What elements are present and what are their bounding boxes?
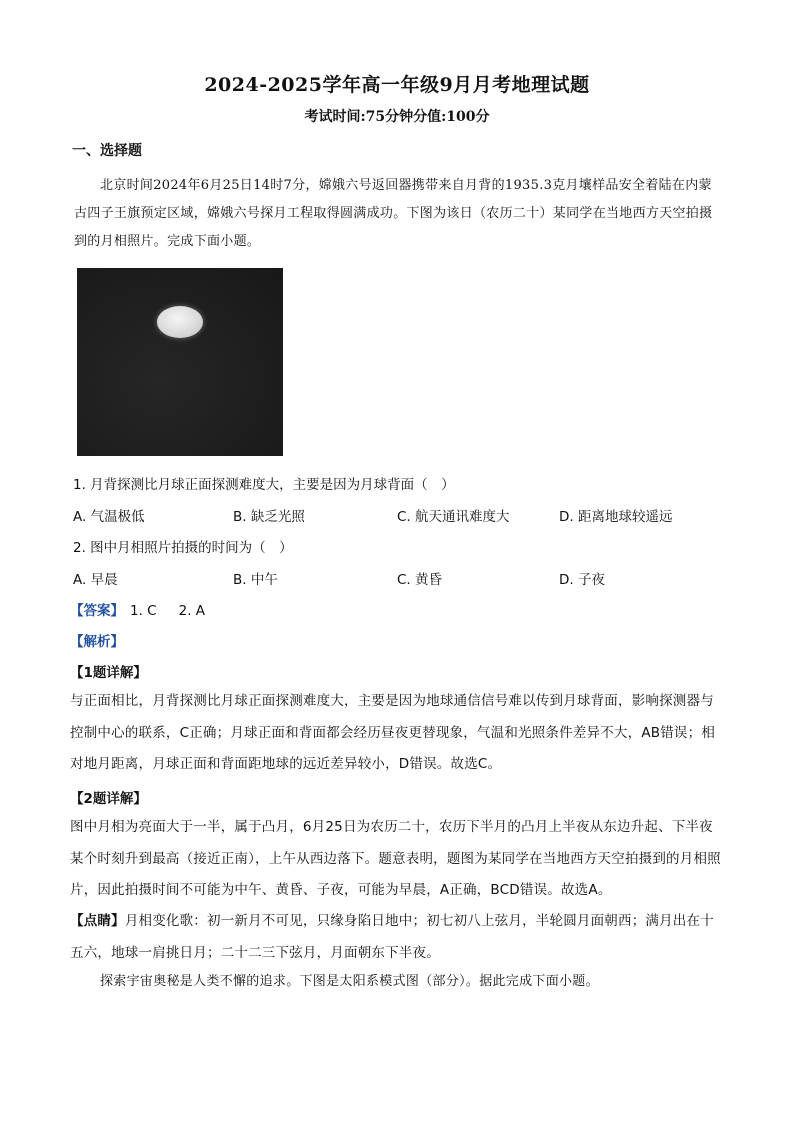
intro-paragraph: 北京时间2024年6月25日14时7分，嫦娥六号返回器携带来自月背的1935.3克月壤样品安全着陆在内蒙古四子王旗预定区域，嫦娥六号探月工程取得圆满成功。下图为该日（农历二十）某同学在当地西方天空拍摄到的月相照片。完成下面小题。 [74, 178, 713, 249]
analysis-label: 【解析】 [70, 634, 124, 650]
answer-label: 【答案】 [70, 603, 124, 619]
question-1: 1. 月背探测比月球正面探测难度大，主要是因为月球背面（ ） [73, 477, 455, 493]
moon-phase-photo [77, 268, 283, 456]
answer-1: 1. C [130, 603, 157, 619]
q2-option-a: A. 早晨 [73, 572, 118, 588]
answer-2: 2. A [178, 603, 206, 619]
q2-option-b: B. 中午 [233, 572, 278, 588]
section-heading: 一、选择题 [72, 143, 142, 159]
tip-label: 【点睛】 [70, 913, 125, 929]
page-title: 2024-2025学年高一年级9月月考地理试题 [204, 74, 590, 96]
detail-1-label: 【1题详解】 [70, 665, 147, 681]
next-intro-paragraph: 探索宇宙奥秘是人类不懈的追求。下图是太阳系模式图（部分）。据此完成下面小题。 [100, 974, 599, 989]
q1-option-a: A. 气温极低 [73, 509, 145, 525]
q2-option-c: C. 黄昏 [397, 572, 443, 588]
detail-1-text: 与正面相比，月背探测比月球正面探测难度大，主要是因为地球通信信号难以传到月球背面，影响探测器与控制中心的联系，C正确；月球正面和背面都会经历昼夜更替现象，气温和光照条件差异不大，AB错误；相对地月距离，月球正面和背面距地球的远近差异较小，D错误。故选C。 [70, 693, 716, 772]
moon-icon [157, 306, 203, 338]
tip-paragraph [70, 906, 726, 969]
tip-text: 月相变化歌：初一新月不可见，只缘身陷日地中；初七初八上弦月，半轮圆月面朝西；满月出在十五六，地球一肩挑日月；二十二三下弦月，月面朝东下半夜。 [70, 913, 714, 961]
detail-2-text: 图中月相为亮面大于一半，属于凸月，6月25日为农历二十，农历下半月的凸月上半夜从东边升起、下半夜某个时刻升到最高（接近正南），上午从西边落下。题意表明，题图为某同学在当地西方天空拍摄到的月相照片，因此拍摄时间不可能为中午、黄昏、子夜，可能为早晨，A正确，BCD错误。故选A。 [70, 819, 721, 898]
question-2: 2. 图中月相照片拍摄的时间为（ ） [73, 540, 293, 556]
answer-row [70, 599, 205, 619]
q2-option-d: D. 子夜 [559, 572, 605, 588]
detail-2-label: 【2题详解】 [70, 791, 147, 807]
q1-option-d: D. 距离地球较遥远 [559, 509, 673, 525]
q1-option-c: C. 航天通讯难度大 [397, 509, 510, 525]
q1-option-b: B. 缺乏光照 [233, 509, 305, 525]
exam-info: 考试时间:75分钟分值:100分 [304, 109, 490, 125]
